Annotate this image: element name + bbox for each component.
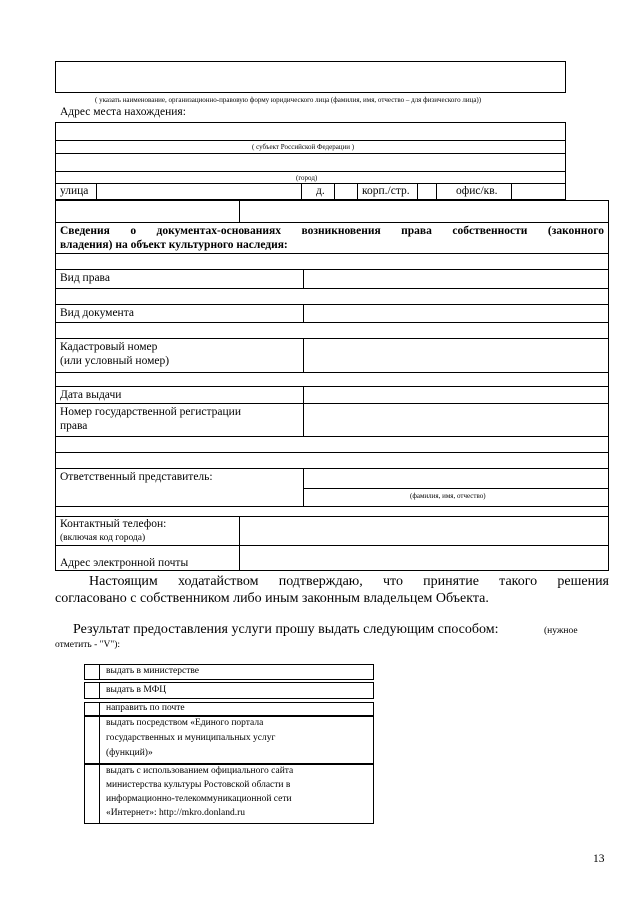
option-label-gosuslugi-line3: (функций)» xyxy=(106,748,153,758)
documents-heading-line2: владения) на объект культурного наследия: xyxy=(60,239,288,251)
street-field[interactable] xyxy=(97,184,301,199)
confirmation-line1: Настоящим ходатайством подтверждаю, что принятие такого решения xyxy=(89,574,609,589)
representative-field[interactable] xyxy=(304,469,608,488)
cadastral-label-line2: (или условный номер) xyxy=(60,355,170,367)
subject-field[interactable] xyxy=(56,123,565,140)
phone-field[interactable] xyxy=(240,517,608,545)
email-field[interactable] xyxy=(240,546,608,570)
street-label: улица xyxy=(60,185,89,197)
registration-number-field[interactable] xyxy=(304,404,608,436)
city-field[interactable] xyxy=(56,154,565,171)
subject-hint: ( субъект Российской Федерации ) xyxy=(252,143,355,151)
result-note-part2: отметить - "V"): xyxy=(55,640,121,650)
option-label-mfc: выдать в МФЦ xyxy=(106,685,167,695)
cadastral-number-field[interactable] xyxy=(304,339,608,372)
house-field[interactable] xyxy=(335,184,357,199)
table-top-left-cell[interactable] xyxy=(56,201,239,222)
option-label-website-line1: выдать с использованием официального сайта xyxy=(106,766,294,776)
registration-label-line2: права xyxy=(60,420,88,432)
house-label: д. xyxy=(316,185,325,197)
organization-name-hint: ( указать наименование, организационно-правовую форму юридического лица (фамилия, имя, отчество – для физического лица)) xyxy=(95,96,482,104)
option-label-website-line3: информационно-телекоммуникационной сети xyxy=(106,794,292,804)
page-number: 13 xyxy=(593,853,605,865)
building-field[interactable] xyxy=(418,184,436,199)
documents-heading-line1: Сведения о документах-основаниях возникновения права собственности (законного xyxy=(60,225,604,237)
address-title: Адрес места нахождения: xyxy=(60,106,186,118)
organization-name-field[interactable] xyxy=(55,61,566,93)
cadastral-label-line1: Кадастровый номер xyxy=(60,341,158,353)
option-label-website-line4: «Интернет»: http://mkro.donland.ru xyxy=(106,808,246,818)
right-type-label: Вид права xyxy=(60,272,110,284)
issue-date-field[interactable] xyxy=(304,387,608,403)
option-label-gosuslugi-line1: выдать посредством «Единого портала xyxy=(106,718,264,728)
office-field[interactable] xyxy=(512,184,565,199)
result-intro: Результат предоставления услуги прошу выдать следующим способом: xyxy=(73,622,499,637)
right-type-field[interactable] xyxy=(304,270,608,288)
representative-fio-hint: (фамилия, имя, отчество) xyxy=(410,492,486,500)
city-hint: (город) xyxy=(296,174,318,182)
document-type-label: Вид документа xyxy=(60,307,134,319)
office-label: офис/кв. xyxy=(456,185,498,197)
representative-label: Ответственный представитель: xyxy=(60,471,213,483)
result-note-part1: (нужное xyxy=(544,626,578,636)
option-label-ministry: выдать в министерстве xyxy=(106,666,200,676)
phone-label: Контактный телефон: xyxy=(60,518,167,530)
issue-date-label: Дата выдачи xyxy=(60,389,122,401)
document-type-field[interactable] xyxy=(304,305,608,322)
option-label-website-line2: министерства культуры Ростовской области в xyxy=(106,780,291,790)
building-label: корп./стр. xyxy=(362,185,410,197)
email-label: Адрес электронной почты xyxy=(60,557,189,569)
confirmation-line2: согласовано с собственником либо иным законным владельцем Объекта. xyxy=(55,591,489,606)
registration-label-line1: Номер государственной регистрации xyxy=(60,406,241,418)
table-top-right-cell[interactable] xyxy=(240,201,608,222)
phone-hint: (включая код города) xyxy=(60,533,146,543)
option-label-gosuslugi-line2: государственных и муниципальных услуг xyxy=(106,733,276,743)
option-label-mail: направить по почте xyxy=(106,703,185,713)
